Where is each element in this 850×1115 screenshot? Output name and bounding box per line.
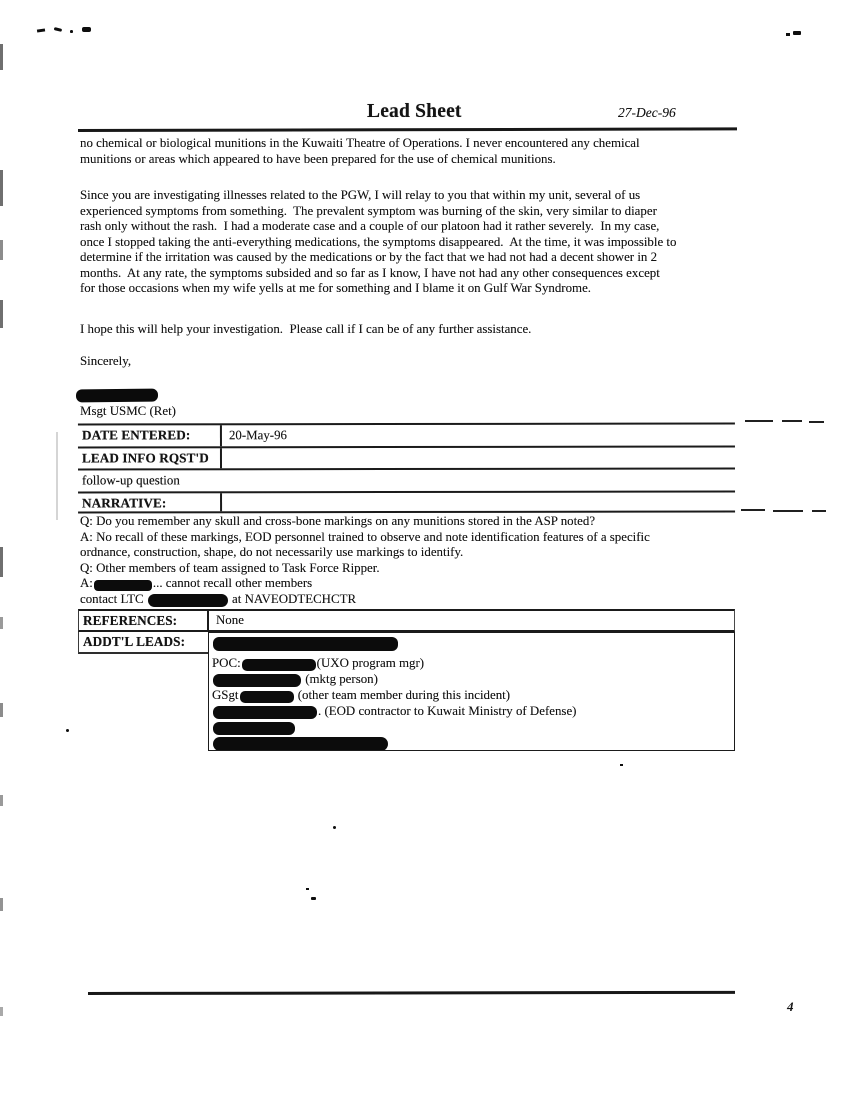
field-label: NARRATIVE: xyxy=(78,493,222,512)
body-paragraph xyxy=(80,136,640,167)
text-segment: . (EOD contractor to Kuwait Ministry of Defense) xyxy=(318,704,577,719)
redaction-bar xyxy=(94,580,152,591)
text-segment: POC: xyxy=(212,656,241,670)
scan-artifact xyxy=(0,547,3,577)
field-label: REFERENCES: xyxy=(79,611,209,630)
text-segment: A: No recall of these markings, EOD personnel trained to observe and note identification features of a specific xyxy=(80,529,650,544)
field-value: None xyxy=(216,613,244,627)
scan-artifact xyxy=(56,432,58,520)
text-segment: (other team member during this incident) xyxy=(294,688,511,703)
scan-artifact xyxy=(311,897,316,900)
narrative-line xyxy=(80,530,650,546)
scan-artifact xyxy=(306,888,309,890)
scan-artifact xyxy=(0,1007,3,1016)
narrative-line xyxy=(80,561,650,577)
narrative-text xyxy=(80,514,650,607)
text-segment: Q: Do you remember any skull and cross-bone markings on any munitions stored in the ASP noted? xyxy=(80,514,596,528)
body-paragraph xyxy=(80,322,531,338)
scan-artifact xyxy=(745,420,773,422)
text-segment: at NAVEODTECHCTR xyxy=(228,591,357,606)
field-label: LEAD INFO RQST'D xyxy=(78,448,222,469)
redaction-bar xyxy=(240,691,294,703)
paragraph-line: no chemical or biological munitions in the Kuwaiti Theatre of Operations. I never encountered any chemical xyxy=(80,136,640,150)
paragraph-line: Since you are investigating illnesses related to the PGW, I will relay to you that within my unit, several of us xyxy=(80,188,641,202)
table-row xyxy=(78,423,735,446)
text-segment: GSgt xyxy=(212,688,239,703)
redaction-bar xyxy=(213,722,295,735)
paragraph-line: for those occasions when my wife yells at me for something and I blame it on Gulf War Syndrome. xyxy=(80,281,592,295)
header-date: 27-Dec-96 xyxy=(618,105,676,120)
references-row xyxy=(78,609,735,632)
paragraph-line: I hope this will help your investigation. Please call if I can be of any further assistance. xyxy=(80,322,532,336)
redaction-bar xyxy=(148,594,228,607)
scan-artifact xyxy=(782,420,802,422)
table-row xyxy=(78,445,735,468)
text-segment: A: xyxy=(80,576,93,590)
page-number: 4 xyxy=(787,999,794,1014)
scan-artifact xyxy=(793,31,801,35)
header-rule xyxy=(78,127,737,131)
lead-line xyxy=(212,671,734,687)
signer-title: Msgt USMC (Ret) xyxy=(80,404,176,418)
scan-artifact xyxy=(0,44,3,70)
scan-artifact xyxy=(0,170,3,206)
text-segment: Q: Other members of team assigned to Task Force Ripper. xyxy=(80,560,380,575)
text-segment: (UXO program mgr) xyxy=(316,656,425,670)
scan-artifact xyxy=(70,30,73,33)
narrative-line xyxy=(80,576,650,592)
scan-artifact xyxy=(54,27,62,31)
scan-artifact xyxy=(809,421,824,423)
page-title: Lead Sheet xyxy=(367,101,462,122)
table-row xyxy=(78,468,735,491)
text-segment: ... cannot recall other members xyxy=(152,576,313,590)
closing-text: Sincerely, xyxy=(80,354,132,368)
footer-rule xyxy=(88,991,735,995)
field-value xyxy=(222,493,229,496)
redaction-bar xyxy=(76,389,158,403)
paragraph-line: months. At any rate, the symptoms subsided and so far as I know, I have not had any other consequences except xyxy=(80,265,660,280)
scan-artifact xyxy=(37,28,45,32)
lead-line xyxy=(212,635,734,655)
paragraph-line: once I stopped taking the anti-everything medications, the symptoms disappeared. At the time, it was impossible to xyxy=(80,234,677,249)
scan-artifact xyxy=(0,795,3,806)
text-segment: contact LTC xyxy=(80,591,147,606)
field-value xyxy=(222,448,229,451)
scan-artifact xyxy=(773,510,803,512)
paragraph-line: determine if the irritation was caused by the medications or by the fact that we had not had a decent shower in 2 xyxy=(80,250,658,264)
lead-line xyxy=(212,719,734,735)
scan-artifact xyxy=(741,509,765,511)
addtl-leads-label: ADDT'L LEADS: xyxy=(78,632,208,654)
table-row xyxy=(78,490,735,513)
lead-line xyxy=(212,655,734,671)
scan-artifact xyxy=(66,729,69,732)
addtl-leads-box xyxy=(208,632,735,751)
scan-artifact xyxy=(786,33,790,36)
redaction-bar xyxy=(213,706,317,719)
redaction-bar xyxy=(213,637,398,651)
scan-artifact xyxy=(812,510,826,512)
redaction-bar xyxy=(242,659,316,671)
scan-artifact xyxy=(620,764,623,766)
scan-artifact xyxy=(0,240,3,260)
lead-line xyxy=(212,735,734,751)
scan-artifact xyxy=(0,300,3,328)
text-segment: ordnance, construction, shape, do not necessarily use markings to identify. xyxy=(80,545,464,559)
redaction-bar xyxy=(213,737,388,751)
narrative-line xyxy=(80,545,650,561)
field-value: 20-May-96 xyxy=(228,428,287,443)
lead-table xyxy=(78,423,735,514)
paragraph-line: experienced symptoms from something. The prevalent symptom was burning of the skin, very similar to diaper xyxy=(80,203,657,218)
narrative-line xyxy=(80,592,650,608)
scan-artifact xyxy=(0,703,3,717)
paragraph-line: munitions or areas which appeared to have been prepared for the use of chemical munitions. xyxy=(80,151,556,166)
field-label: follow-up question xyxy=(82,473,180,488)
scan-artifact xyxy=(333,826,336,829)
lead-line xyxy=(212,703,734,719)
scan-artifact xyxy=(0,617,3,629)
scan-artifact xyxy=(82,27,91,32)
narrative-line xyxy=(80,514,650,530)
field-label: DATE ENTERED: xyxy=(78,425,222,446)
body-paragraph xyxy=(80,188,676,297)
text-segment: (mktg person) xyxy=(302,672,378,687)
scan-artifact xyxy=(0,898,3,911)
paragraph-line: rash only without the rash. I had a moderate case and a couple of our platoon had it rather severely. In my case, xyxy=(80,219,660,233)
lead-line xyxy=(212,687,734,703)
redaction-bar xyxy=(213,674,301,687)
